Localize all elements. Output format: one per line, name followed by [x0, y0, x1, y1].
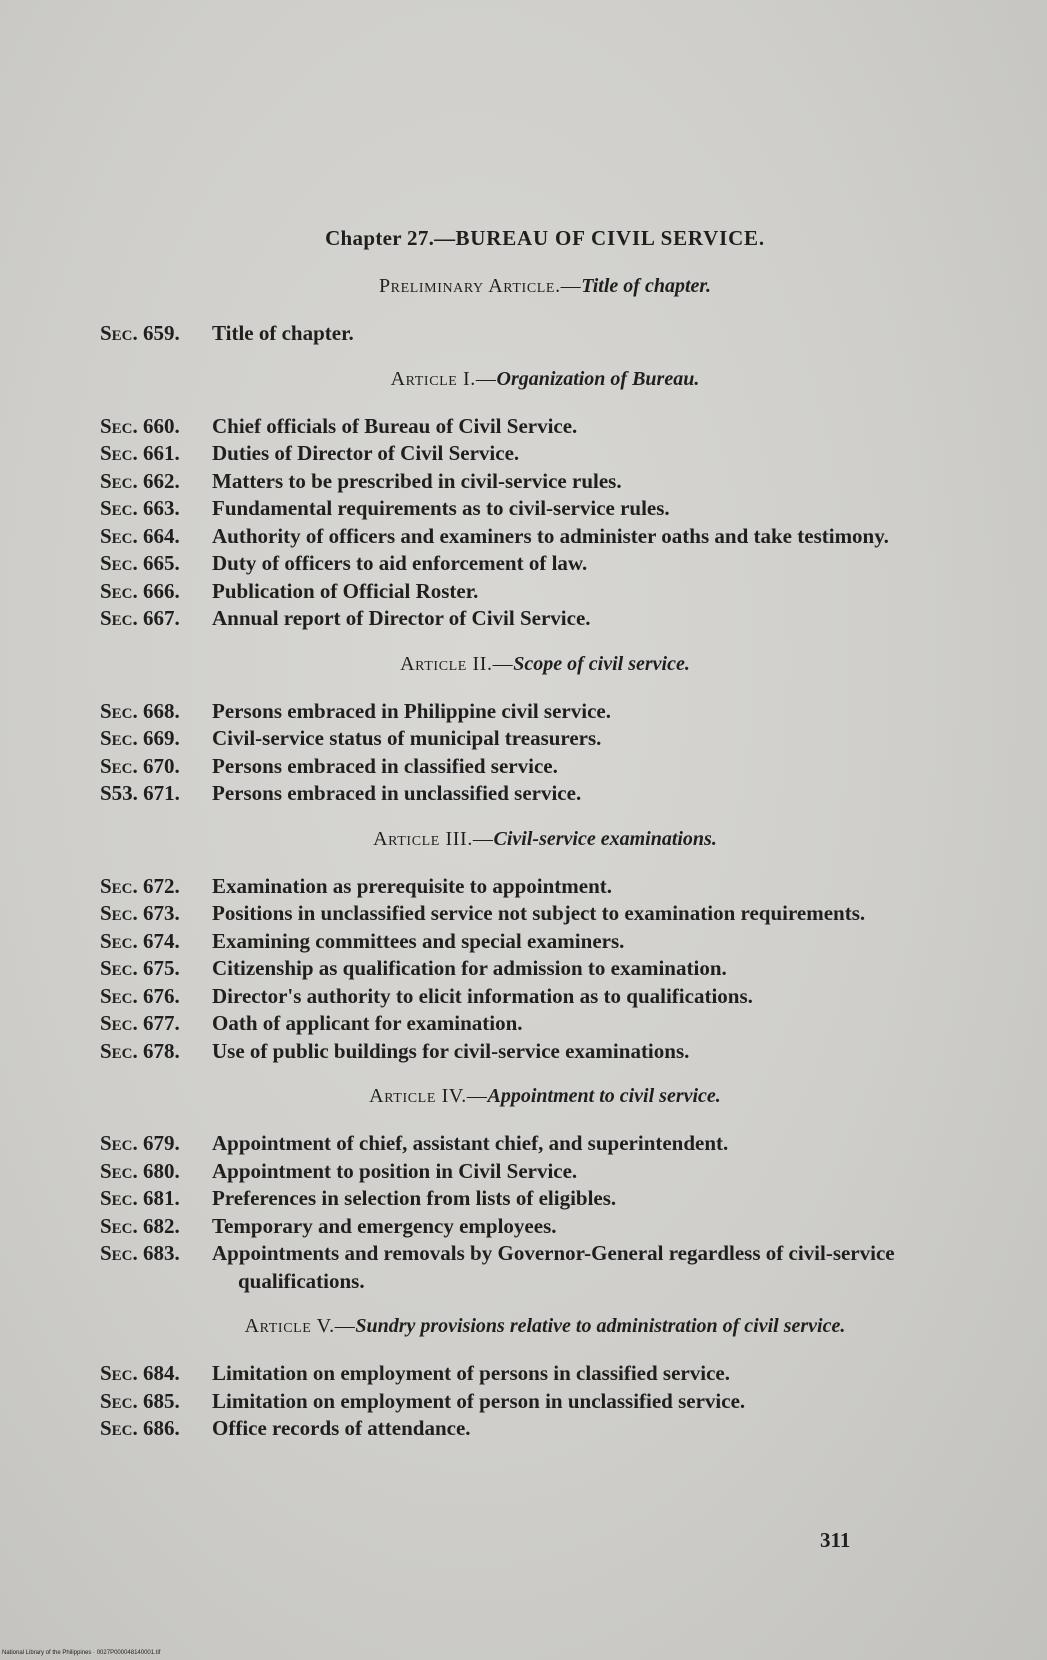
section-entry [100, 1213, 950, 1241]
section-entry [100, 495, 950, 523]
section-title: Authority of officers and examiners to administer oaths and take testimony. [212, 523, 889, 548]
section-number: S53. 671. [100, 781, 180, 805]
page-number: 311 [820, 1528, 851, 1552]
section-title: Matters to be prescribed in civil-service rules. [212, 468, 622, 493]
section-number: Sec. 677. [100, 1011, 180, 1035]
article-heading [140, 1083, 950, 1110]
chapter-title-prefix: Chapter 27.— [325, 226, 456, 250]
section-entry [100, 413, 950, 441]
section-title: Appointment of chief, assistant chief, and superintendent. [212, 1131, 729, 1155]
section-entry [100, 605, 950, 633]
section-number: Sec. 686. [100, 1416, 180, 1440]
section-number: Sec. 679. [100, 1131, 180, 1155]
section-number: Sec. 659. [100, 321, 180, 345]
section-entry [100, 320, 950, 348]
section-number: Sec. 663. [100, 496, 180, 520]
section-number: Sec. 685. [100, 1388, 180, 1413]
section-entry [100, 1158, 950, 1186]
section-entry [100, 468, 950, 496]
section-title: Duties of Director of Civil Service. [212, 441, 520, 465]
section-entry [100, 1240, 950, 1295]
section-entry [100, 955, 950, 983]
section-number: Sec. 684. [100, 1361, 180, 1385]
page-content [100, 226, 950, 1443]
article-title: Organization of Bureau. [496, 367, 700, 390]
section-title: Examining committees and special examiners. [212, 928, 625, 953]
footer-credit: National Library of the Philippines · 0027P000048140001.tif [2, 1650, 161, 1656]
section-title: Citizenship as qualification for admission to examination. [212, 956, 727, 980]
article-label: Article II.— [400, 652, 514, 675]
section-title: Persons embraced in unclassified service. [212, 781, 582, 805]
section-entry [100, 725, 950, 753]
article-heading [140, 1313, 950, 1340]
article-heading [140, 651, 950, 678]
article-title: Sundry provisions relative to administration of civil service. [355, 1315, 846, 1337]
section-number: Sec. 664. [100, 523, 180, 548]
section-title: Positions in unclassified service not subject to examination requirements. [212, 901, 866, 925]
section-title: Limitation on employment of person in unclassified service. [212, 1388, 746, 1413]
section-number: Sec. 662. [100, 468, 180, 493]
section-entry [100, 1415, 950, 1443]
section-title: Preferences in selection from lists of eligibles. [212, 1186, 617, 1210]
article-label: Article IV.— [369, 1085, 488, 1107]
section-title: Appointment to position in Civil Service. [212, 1158, 578, 1183]
section-entry [100, 1010, 950, 1038]
section-title: Chief officials of Bureau of Civil Service. [212, 413, 578, 438]
section-title: Limitation on employment of persons in classified service. [212, 1361, 730, 1385]
section-entry [100, 1038, 950, 1066]
section-entry [100, 928, 950, 956]
section-list [100, 1130, 950, 1295]
section-entry [100, 440, 950, 468]
section-number: Sec. 666. [100, 578, 180, 603]
section-title: Appointments and removals by Governor-General regardless of civil-service qualifications. [212, 1241, 895, 1293]
section-title: Examination as prerequisite to appointment. [212, 873, 613, 898]
section-entry [100, 578, 950, 606]
article-label: Article III.— [373, 827, 494, 850]
section-number: Sec. 673. [100, 901, 180, 925]
section-title: Persons embraced in Philippine civil service. [212, 698, 611, 723]
section-title: Duty of officers to aid enforcement of law. [212, 551, 588, 575]
section-list [100, 320, 950, 348]
section-number: Sec. 672. [100, 873, 180, 898]
section-number: Sec. 660. [100, 413, 180, 438]
section-entry [100, 1130, 950, 1158]
section-title: Office records of attendance. [212, 1416, 471, 1440]
section-number: Sec. 678. [100, 1038, 180, 1063]
section-title: Publication of Official Roster. [212, 578, 479, 603]
section-title: Annual report of Director of Civil Service. [212, 606, 591, 630]
section-list [100, 413, 950, 633]
section-number: Sec. 670. [100, 753, 180, 778]
section-number: Sec. 676. [100, 983, 180, 1008]
section-title: Temporary and emergency employees. [212, 1213, 557, 1238]
article-title: Civil-service examinations. [493, 827, 717, 850]
section-number: Sec. 669. [100, 726, 180, 750]
section-title: Oath of applicant for examination. [212, 1011, 523, 1035]
chapter-title [140, 226, 950, 251]
article-label: Preliminary Article.— [378, 275, 582, 297]
section-number: Sec. 680. [100, 1158, 180, 1183]
section-entry [100, 900, 950, 928]
section-title: Title of chapter. [212, 321, 354, 345]
section-entry [100, 780, 950, 808]
section-title: Persons embraced in classified service. [212, 753, 558, 778]
section-entry [100, 1185, 950, 1213]
section-title: Director's authority to elicit information as to qualifications. [212, 983, 753, 1008]
article-title: Title of chapter. [581, 275, 712, 297]
section-entry [100, 523, 950, 551]
article-label: Article V.— [244, 1315, 356, 1337]
article-title: Appointment to civil service. [487, 1085, 721, 1107]
article-heading [140, 826, 950, 853]
chapter-title-name: BUREAU OF CIVIL SERVICE. [455, 226, 765, 250]
section-title: Civil-service status of municipal treasurers. [212, 726, 602, 750]
article-heading [140, 366, 950, 393]
section-entry [100, 983, 950, 1011]
section-entry [100, 1388, 950, 1416]
article-label: Article I.— [390, 367, 497, 390]
article-title: Scope of civil service. [513, 652, 690, 675]
section-number: Sec. 661. [100, 441, 180, 465]
section-number: Sec. 681. [100, 1186, 180, 1210]
section-list [100, 1360, 950, 1443]
section-title: Use of public buildings for civil-service examinations. [212, 1038, 690, 1063]
section-entry [100, 698, 950, 726]
section-number: Sec. 683. [100, 1241, 180, 1265]
section-list [100, 698, 950, 808]
section-number: Sec. 674. [100, 928, 180, 953]
section-entry [100, 753, 950, 781]
section-number: Sec. 668. [100, 698, 180, 723]
section-entry [100, 1360, 950, 1388]
section-entry [100, 873, 950, 901]
articles-container [100, 273, 950, 1443]
section-list [100, 873, 950, 1066]
section-entry [100, 550, 950, 578]
section-number: Sec. 675. [100, 956, 180, 980]
article-heading [140, 273, 950, 300]
section-number: Sec. 682. [100, 1213, 180, 1238]
section-title: Fundamental requirements as to civil-service rules. [212, 496, 670, 520]
section-number: Sec. 665. [100, 551, 180, 575]
section-number: Sec. 667. [100, 606, 180, 630]
